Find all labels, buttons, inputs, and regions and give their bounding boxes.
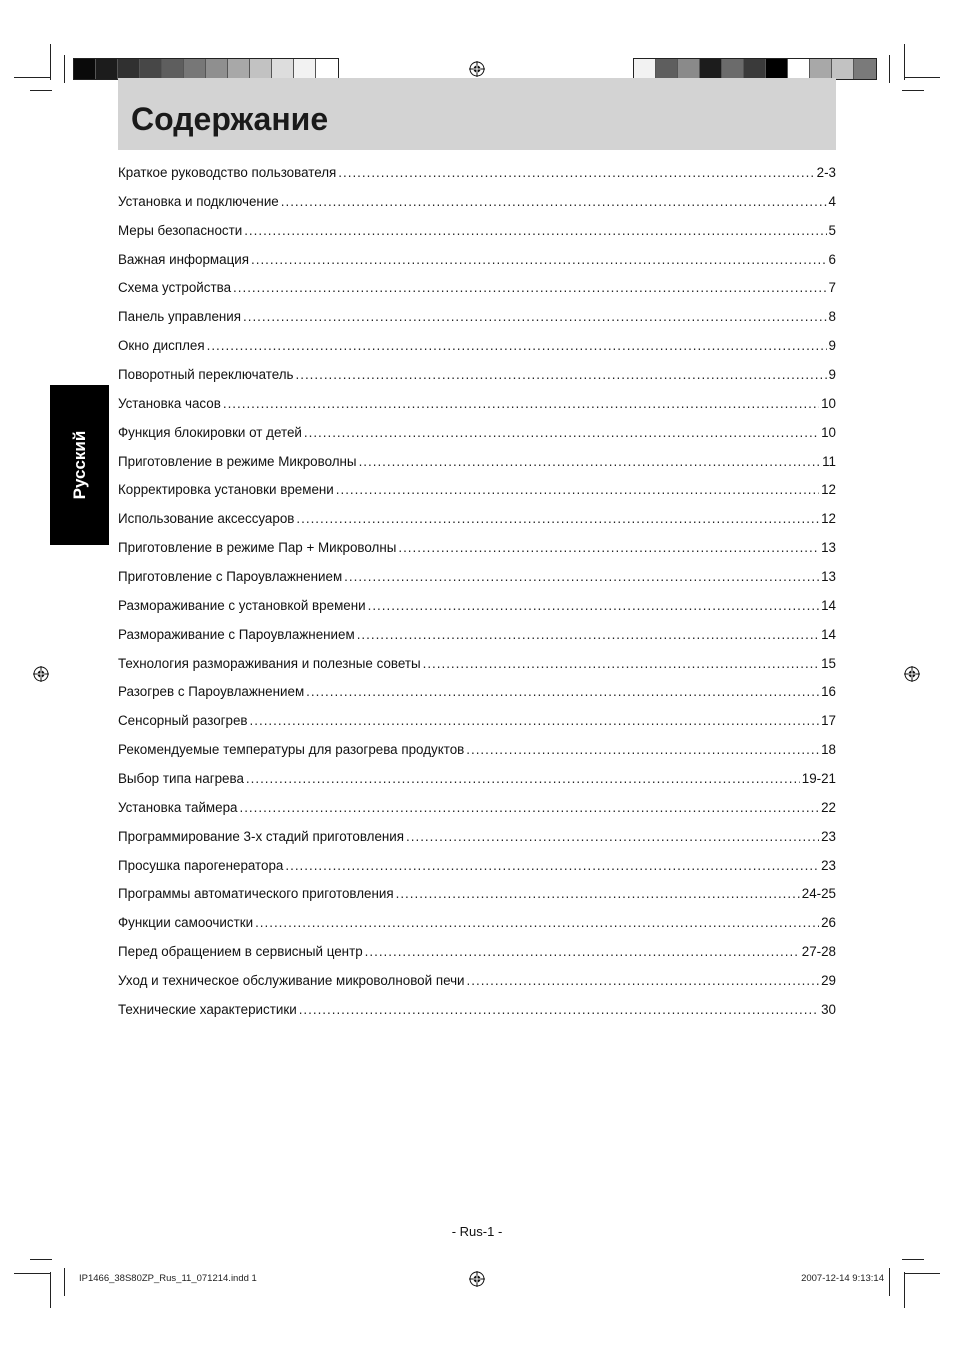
toc-row[interactable] — [118, 999, 836, 1028]
language-tab — [50, 385, 109, 545]
toc-entry-page: 26 — [821, 915, 836, 931]
toc-entry-page: 19-21 — [801, 771, 836, 787]
dot-leader — [359, 451, 821, 473]
language-tab-label: Русский — [69, 430, 89, 500]
color-swatch — [162, 59, 184, 79]
toc-entry-title: Перед обращением в сервисный центр — [118, 944, 363, 960]
toc-row[interactable] — [118, 797, 836, 826]
toc-entry-title: Панель управления — [118, 309, 242, 325]
toc-entry-page: 4 — [828, 193, 836, 209]
toc-row[interactable] — [118, 826, 836, 855]
crop-mark — [904, 1272, 905, 1308]
toc-entry-page: 29 — [821, 973, 836, 989]
toc-entry-page: 23 — [821, 828, 836, 844]
toc-row[interactable] — [118, 277, 836, 306]
toc-entry-page: 10 — [821, 424, 836, 440]
dot-leader — [233, 277, 827, 299]
registration-mark-icon — [469, 61, 485, 77]
color-swatch — [228, 59, 250, 79]
toc-row[interactable] — [118, 912, 836, 941]
toc-entry-title: Краткое руководство пользователя — [118, 165, 337, 180]
dot-leader — [365, 941, 800, 963]
dot-leader — [396, 883, 800, 905]
toc-entry-page: 11 — [822, 453, 836, 469]
toc-entry-page: 18 — [821, 742, 836, 758]
toc-entry-title: Важная информация — [118, 251, 249, 267]
crop-mark — [902, 90, 924, 91]
toc-entry-page: 12 — [821, 482, 836, 498]
dot-leader — [357, 624, 819, 646]
color-swatch — [140, 59, 162, 79]
toc-row[interactable] — [118, 191, 836, 220]
dot-leader — [250, 710, 820, 732]
dot-leader — [467, 970, 820, 992]
toc-entry-title: Сенсорный разогрев — [118, 713, 248, 729]
toc-entry-title: Функции самоочистки — [118, 915, 254, 931]
toc-row[interactable] — [118, 249, 836, 278]
color-swatch — [250, 59, 272, 79]
left-color-bar — [73, 58, 339, 80]
toc-entry-title: Приготовление в режиме Пар + Микроволны — [118, 540, 397, 556]
color-swatch — [184, 59, 206, 79]
toc-row[interactable] — [118, 393, 836, 422]
toc-row[interactable] — [118, 710, 836, 739]
crop-mark — [50, 44, 51, 80]
toc-row[interactable] — [118, 220, 836, 249]
toc-entry-page: 22 — [821, 799, 836, 815]
toc-row[interactable] — [118, 508, 836, 537]
toc-entry-page: 30 — [821, 1001, 836, 1017]
color-swatch — [766, 59, 788, 79]
crop-mark — [904, 44, 905, 80]
crop-mark — [904, 77, 940, 78]
color-swatch — [272, 59, 294, 79]
toc-row[interactable] — [118, 681, 836, 710]
toc-entry-page: 5 — [828, 222, 836, 238]
color-swatch — [206, 59, 228, 79]
toc-entry-title: Выбор типа нагрева — [118, 771, 244, 787]
toc-entry-page: 12 — [821, 511, 836, 527]
dot-leader — [239, 797, 819, 819]
crop-mark — [889, 1268, 890, 1296]
toc-entry-title: Окно дисплея — [118, 338, 205, 354]
toc-row[interactable] — [118, 941, 836, 970]
color-swatch — [634, 59, 656, 79]
color-swatch — [316, 59, 338, 79]
dot-leader — [255, 912, 819, 934]
dot-leader — [296, 508, 819, 530]
dot-leader — [243, 306, 827, 328]
dot-leader — [406, 826, 819, 848]
toc-entry-page: 15 — [821, 655, 836, 671]
toc-entry-page: 24-25 — [801, 886, 836, 902]
toc-row[interactable] — [118, 162, 836, 191]
color-swatch — [832, 59, 854, 79]
toc-entry-title: Схема устройства — [118, 280, 232, 296]
dot-leader — [244, 220, 826, 242]
dot-leader — [306, 681, 819, 703]
dot-leader — [251, 249, 827, 271]
toc-entry-title: Просушка парогенератора — [118, 857, 284, 873]
toc-entry-title: Размораживание с Пароувлажнением — [118, 626, 355, 642]
toc-row[interactable] — [118, 422, 836, 451]
dot-leader — [423, 653, 819, 675]
color-swatch — [744, 59, 766, 79]
registration-mark-icon — [904, 666, 920, 682]
toc-entry-title: Установка часов — [118, 395, 221, 411]
registration-mark-icon — [33, 666, 49, 682]
toc-row[interactable] — [118, 739, 836, 768]
page-title: Содержание — [131, 101, 329, 137]
toc-row[interactable] — [118, 364, 836, 393]
dot-leader — [466, 739, 819, 761]
toc-row[interactable] — [118, 653, 836, 682]
color-swatch — [854, 59, 876, 79]
toc-entry-page: 10 — [821, 395, 836, 411]
toc-entry-page: 9 — [828, 338, 836, 354]
toc-entry-page: 8 — [828, 309, 836, 325]
crop-mark — [904, 1273, 940, 1274]
toc-entry-page: 6 — [828, 251, 836, 267]
toc-row[interactable] — [118, 306, 836, 335]
crop-mark — [14, 77, 50, 78]
dot-leader — [207, 335, 827, 357]
dot-leader — [368, 595, 819, 617]
toc-row[interactable] — [118, 624, 836, 653]
toc-row[interactable] — [118, 883, 836, 912]
toc-entry-title: Поворотный переключатель — [118, 367, 294, 383]
page-number: - Rus-1 - — [451, 1224, 503, 1239]
toc-entry-title: Рекомендуемые температуры для разогрева продуктов — [118, 742, 465, 758]
dot-leader — [246, 768, 800, 790]
crop-mark — [64, 55, 65, 83]
crop-mark — [889, 55, 890, 83]
color-swatch — [788, 59, 810, 79]
timestamp: 2007-12-14 9:13:14 — [801, 1273, 884, 1284]
crop-mark — [30, 90, 52, 91]
dot-leader — [344, 566, 819, 588]
file-name: IP1466_38S80ZP_Rus_11_071214.indd 1 — [79, 1273, 257, 1284]
toc-entry-title: Программирование 3-х стадий приготовления — [118, 828, 405, 844]
toc-entry-title: Размораживание с установкой времени — [118, 597, 366, 613]
toc-row[interactable] — [118, 451, 836, 480]
toc-entry-page: 9 — [828, 367, 836, 383]
toc-row[interactable] — [118, 595, 836, 624]
toc-entry-title: Корректировка установки времени — [118, 482, 334, 498]
title-band — [118, 78, 836, 150]
toc-row[interactable] — [118, 537, 836, 566]
color-swatch — [118, 59, 140, 79]
toc-entry-page: 2-3 — [816, 165, 836, 180]
color-swatch — [74, 59, 96, 79]
toc-entry-title: Уход и техническое обслуживание микроволновой печи — [118, 973, 465, 989]
toc-row[interactable] — [118, 970, 836, 999]
toc-entry-title: Функция блокировки от детей — [118, 424, 302, 440]
crop-mark — [30, 1259, 52, 1260]
dot-leader — [285, 855, 819, 877]
toc-entry-page: 14 — [821, 597, 836, 613]
dot-leader — [336, 479, 819, 501]
toc-row[interactable] — [118, 566, 836, 595]
dot-leader — [304, 422, 819, 444]
dot-leader — [338, 162, 814, 184]
toc-row[interactable] — [118, 335, 836, 364]
toc-entry-page: 13 — [821, 569, 836, 585]
crop-mark — [14, 1273, 50, 1274]
right-color-bar — [633, 58, 877, 80]
toc-entry-title: Приготовление в режиме Микроволны — [118, 453, 357, 469]
dot-leader — [299, 999, 819, 1021]
crop-mark — [50, 1272, 51, 1308]
crop-mark — [902, 1259, 924, 1260]
toc-entry-page: 16 — [821, 684, 836, 700]
color-swatch — [656, 59, 678, 79]
toc-entry-page: 13 — [821, 540, 836, 556]
toc-row[interactable] — [118, 768, 836, 797]
toc-row[interactable] — [118, 479, 836, 508]
dot-leader — [281, 191, 827, 213]
toc-entry-title: Программы автоматического приготовления — [118, 886, 394, 902]
toc-entry-title: Технология размораживания и полезные советы — [118, 655, 421, 671]
toc-entry-title: Установка таймера — [118, 799, 238, 815]
dot-leader — [296, 364, 827, 386]
color-swatch — [294, 59, 316, 79]
toc-entry-title: Приготовление с Пароувлажнением — [118, 569, 343, 585]
crop-mark — [64, 1268, 65, 1296]
dot-leader — [398, 537, 819, 559]
color-swatch — [810, 59, 832, 79]
registration-mark-icon — [469, 1271, 485, 1287]
toc-row[interactable] — [118, 855, 836, 884]
table-of-contents — [118, 162, 836, 1028]
toc-entry-page: 7 — [828, 280, 836, 296]
toc-entry-page: 27-28 — [801, 944, 836, 960]
toc-entry-title: Меры безопасности — [118, 222, 243, 238]
toc-entry-page: 23 — [821, 857, 836, 873]
toc-entry-title: Использование аксессуаров — [118, 511, 295, 527]
toc-entry-title: Разогрев с Пароувлажнением — [118, 684, 305, 700]
toc-entry-title: Установка и подключение — [118, 193, 279, 209]
toc-entry-title: Технические характеристики — [118, 1001, 297, 1017]
color-swatch — [96, 59, 118, 79]
color-swatch — [722, 59, 744, 79]
toc-entry-page: 17 — [821, 713, 836, 729]
dot-leader — [223, 393, 819, 415]
color-swatch — [700, 59, 722, 79]
color-swatch — [678, 59, 700, 79]
toc-entry-page: 14 — [821, 626, 836, 642]
